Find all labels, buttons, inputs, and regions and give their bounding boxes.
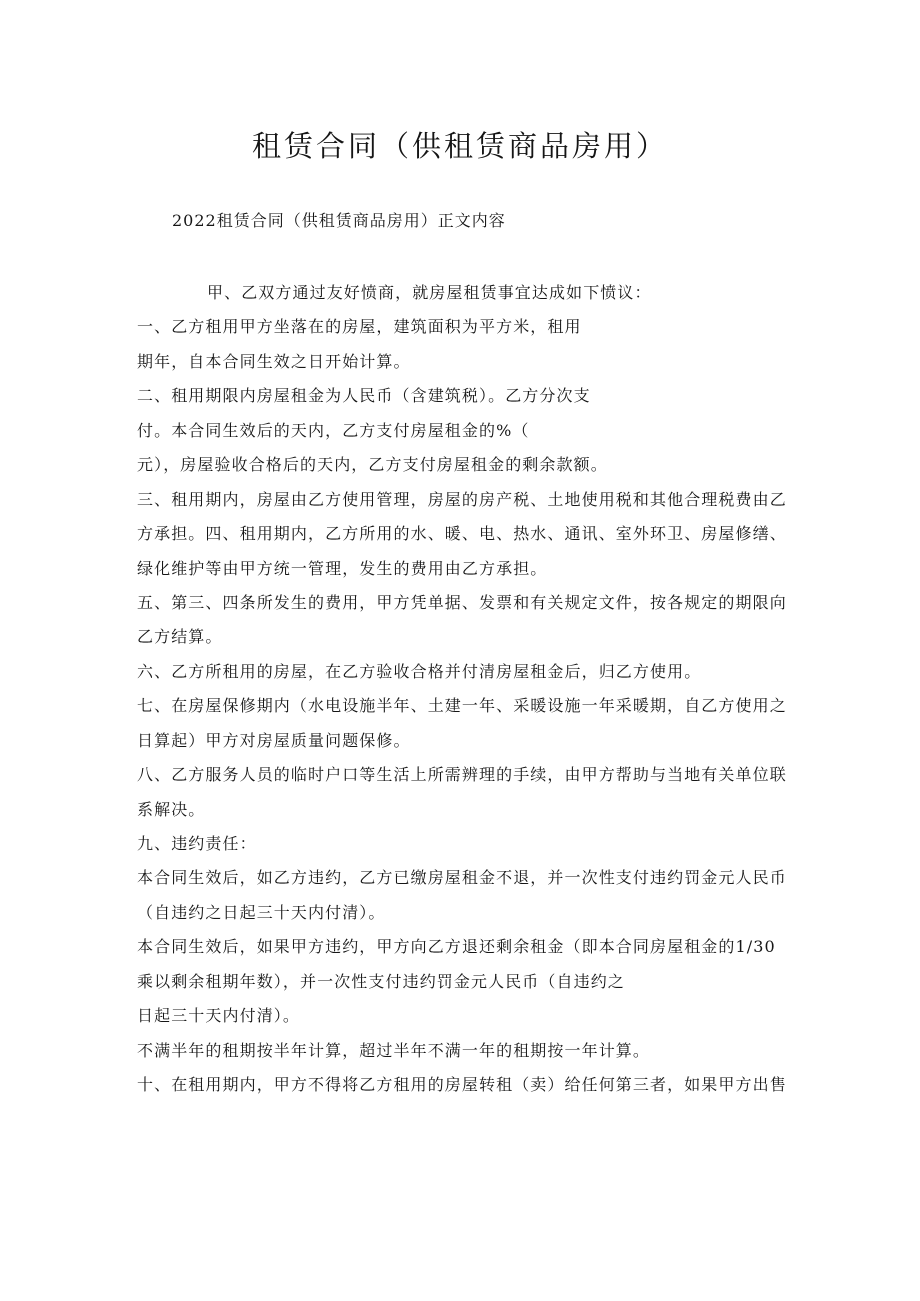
body-line: 本合同生效后，如果甲方违约，甲方向乙方退还剩余租金（即本合同房屋租金的1/30 — [137, 937, 776, 957]
body-line: 六、乙方所租用的房屋，在乙方验收合格并付清房屋租金后，归乙方使用。 — [137, 661, 702, 681]
body-line: 八、乙方服务人员的临时户口等生活上所需辨理的手续，由甲方帮助与当地有关单位联 — [137, 765, 787, 785]
body-line: 绿化维护等由甲方统一管理，发生的费用由乙方承担。 — [137, 558, 548, 578]
body-line: 日算起）甲方对房屋质量问题保修。 — [137, 730, 411, 750]
contract-body — [137, 276, 797, 1103]
body-line: 元），房屋验收合格后的天内，乙方支付房屋租金的剩余款额。 — [137, 455, 608, 475]
body-line: 二、租用期限内房屋租金为人民币（含建筑税）。乙方分次支 — [137, 386, 591, 406]
body-line: （自违约之日起三十天内付清）。 — [137, 902, 386, 922]
body-line: 付。本合同生效后的天内，乙方支付房屋租金的%（ — [137, 420, 530, 440]
body-line: 期年，自本合同生效之日开始计算。 — [137, 351, 411, 371]
body-line: 甲、乙双方通过友好愤商，就房屋租赁事宜达成如下愤议： — [207, 283, 652, 302]
body-line: 日起三十天内付清）。 — [137, 1006, 301, 1026]
body-line: 七、在房屋保修期内（水电设施半年、土建一年、采暖设施一年采暖期，自乙方使用之 — [137, 696, 787, 716]
document-title: 租赁合同（供租赁商品房用） — [251, 129, 668, 163]
body-line: 系解决。 — [137, 799, 206, 819]
body-line: 乙方结算。 — [137, 627, 223, 647]
body-line: 十、在租用期内，甲方不得将乙方租用的房屋转租（卖）给任何第三者，如果甲方出售 — [137, 1075, 787, 1095]
body-line: 本合同生效后，如乙方违约，乙方已缴房屋租金不退，并一次性支付违约罚金元人民币 — [137, 868, 787, 888]
body-line: 五、第三、四条所发生的费用，甲方凭单据、发票和有关规定文件，按各规定的期限向 — [137, 592, 787, 612]
body-line: 方承担。四、租用期内，乙方所用的水、暖、电、热水、通讯、室外环卫、房屋修缮、 — [137, 524, 787, 544]
body-line: 九、违约责任： — [137, 834, 257, 853]
body-line: 三、租用期内，房屋由乙方使用管理，房屋的房产税、土地使用税和其他合理税费由乙 — [137, 489, 787, 509]
body-line: 一、乙方租用甲方坐落在的房屋，建筑面积为平方米，租用 — [137, 317, 582, 337]
document-subtitle: 2022租赁合同（供租赁商品房用）正文内容 — [172, 211, 506, 230]
body-line: 不满半年的租期按半年计算，超过半年不满一年的租期按一年计算。 — [137, 1040, 651, 1060]
body-line: 乘以剩余租期年数），并一次性支付违约罚金元人民币（自违约之 — [137, 971, 625, 991]
